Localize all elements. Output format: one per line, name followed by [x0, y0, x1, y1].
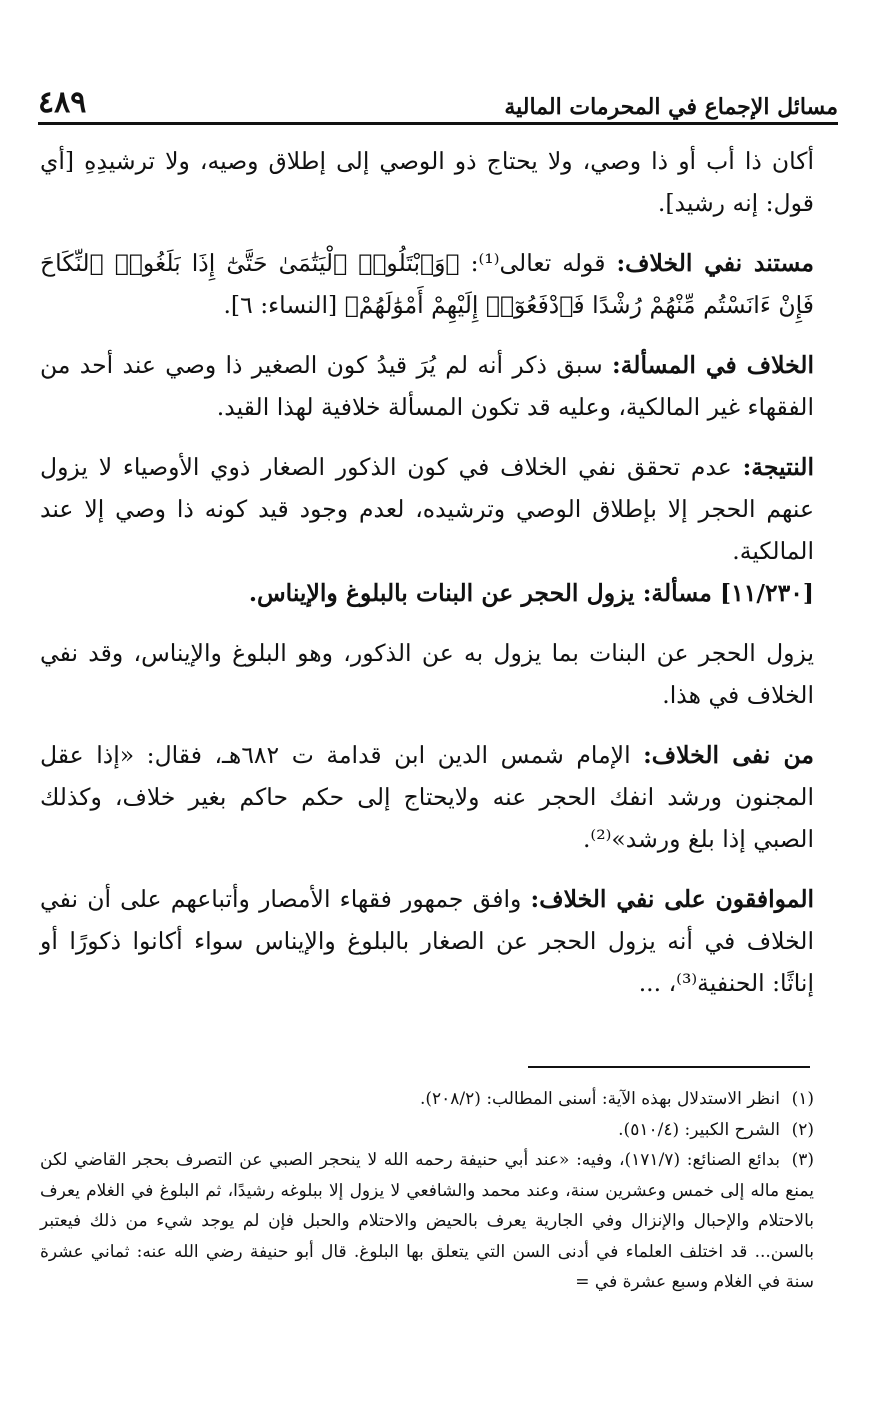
result-label: النتيجة:	[742, 453, 814, 481]
footnote-text: انظر الاستدلال بهذه الآية: أسنى المطالب: (٢٠٨/٢).	[419, 1089, 780, 1109]
evidence-label: مستند نفي الخلاف:	[616, 249, 814, 277]
footnotes	[40, 1084, 814, 1298]
paragraph-denier	[40, 734, 814, 860]
footnote	[40, 1084, 814, 1115]
footnote	[40, 1145, 814, 1298]
evidence-text: قوله تعالى⁽¹⁾: ﴿وَٱبْتَلُوا۟ ٱلْيَتَٰمَىٰ حَتَّىٰٓ إِذَا بَلَغُوا۟ ٱلنِّكَاحَ فَإِنْ ءَانَسْتُم مِّنْهُمْ رُشْدًا فَٱدْفَعُوٓا۟ إِلَيْهِمْ أَمْوَٰلَهُمْ﴾ [النساء: ٦].	[40, 249, 814, 319]
paragraph-agreeing	[40, 878, 814, 1004]
issue-heading: [١١/٢٣٠] مسألة: يزول الحجر عن البنات بالبلوغ والإيناس.	[248, 579, 814, 607]
paragraph-dispute	[40, 344, 814, 428]
denier-text: الإمام شمس الدين ابن قدامة ت ٦٨٢هـ، فقال: «إذا عقل المجنون ورشد انفك الحجر عنه ولايحتاج إلى حكم حاكم بغير خلاف، وكذلك الصبي إذا بلغ ورشد»⁽²⁾.	[40, 741, 814, 853]
footnote-number: (٢)	[791, 1119, 814, 1140]
footnote-text: الشرح الكبير: (٥١٠/٤).	[618, 1119, 780, 1140]
running-title: مسائل الإجماع في المحرمات المالية	[504, 94, 838, 120]
footnote-text: بدائع الصنائع: (١٧١/٧)، وفيه: «عند أبي حنيفة رحمه الله لا ينحجر الصبي عن التصرف بحجر القاضي لكن يمنع ماله إلى خمس وعشرين سنة، وعند محمد والشافعي لا يزول إلا ببلوغه رشيدًا، ثم البلوغ في الغلام يعرف بالاحتلام والإحبال والإنزال وفي الجارية يعرف بالحيض والاحتلام والحبل فإن لم يوجد شيء من ذلك فيعتبر بالسن... قد اختلف العلماء في أدنى السن التي يتعلق بها البلوغ. قال أبو حنيفة رضي الله عنه: ثماني عشرة سنة في الغلام وسبع عشرة في =	[40, 1150, 814, 1292]
paragraph-result	[40, 446, 814, 572]
footnote-rule	[528, 1066, 810, 1068]
main-text	[40, 140, 814, 1004]
footnote-number: (٣)	[791, 1150, 814, 1170]
footnote	[40, 1115, 814, 1146]
paragraph-continuation: أكان ذا أب أو ذا وصي، ولا يحتاج ذو الوصي إلى إطلاق وصيه، ولا ترشيدِهِ [أي قول: إنه رشيد].	[40, 147, 814, 217]
paragraph-issue-statement: يزول الحجر عن البنات بما يزول به عن الذكور، وهو البلوغ والإيناس، وقد نفي الخلاف في هذا.	[40, 639, 814, 709]
agreeing-text: وافق جمهور فقهاء الأمصار وأتباعهم على أن نفي الخلاف في أنه يزول الحجر عن الصغار بالبلوغ والإيناس سواء أكانوا ذكورًا أو إناثًا: الحنفية⁽³⁾، ...	[40, 885, 814, 997]
denier-label: من نفى الخلاف:	[643, 741, 814, 769]
dispute-text: سبق ذكر أنه لم يُرَ قيدُ كون الصغير ذا وصي عند أحد من الفقهاء غير المالكية، وعليه قد تكون المسألة خلافية لهذا القيد.	[40, 351, 814, 421]
agreeing-label: الموافقون على نفي الخلاف:	[530, 885, 815, 913]
dispute-label: الخلاف في المسألة:	[612, 351, 814, 379]
page-header	[38, 78, 838, 118]
paragraph-evidence	[40, 242, 814, 326]
footnote-number: (١)	[791, 1089, 814, 1109]
page-number: ٤٨٩	[38, 85, 87, 120]
result-text: عدم تحقق نفي الخلاف في كون الذكور الصغار ذوي الأوصياء لا يزول عنهم الحجر إلا بإطلاق الوصي وترشيده، لعدم وجود قيد كونه ذا وصي إلا عند المالكية.	[40, 453, 814, 565]
header-rule	[38, 122, 838, 125]
